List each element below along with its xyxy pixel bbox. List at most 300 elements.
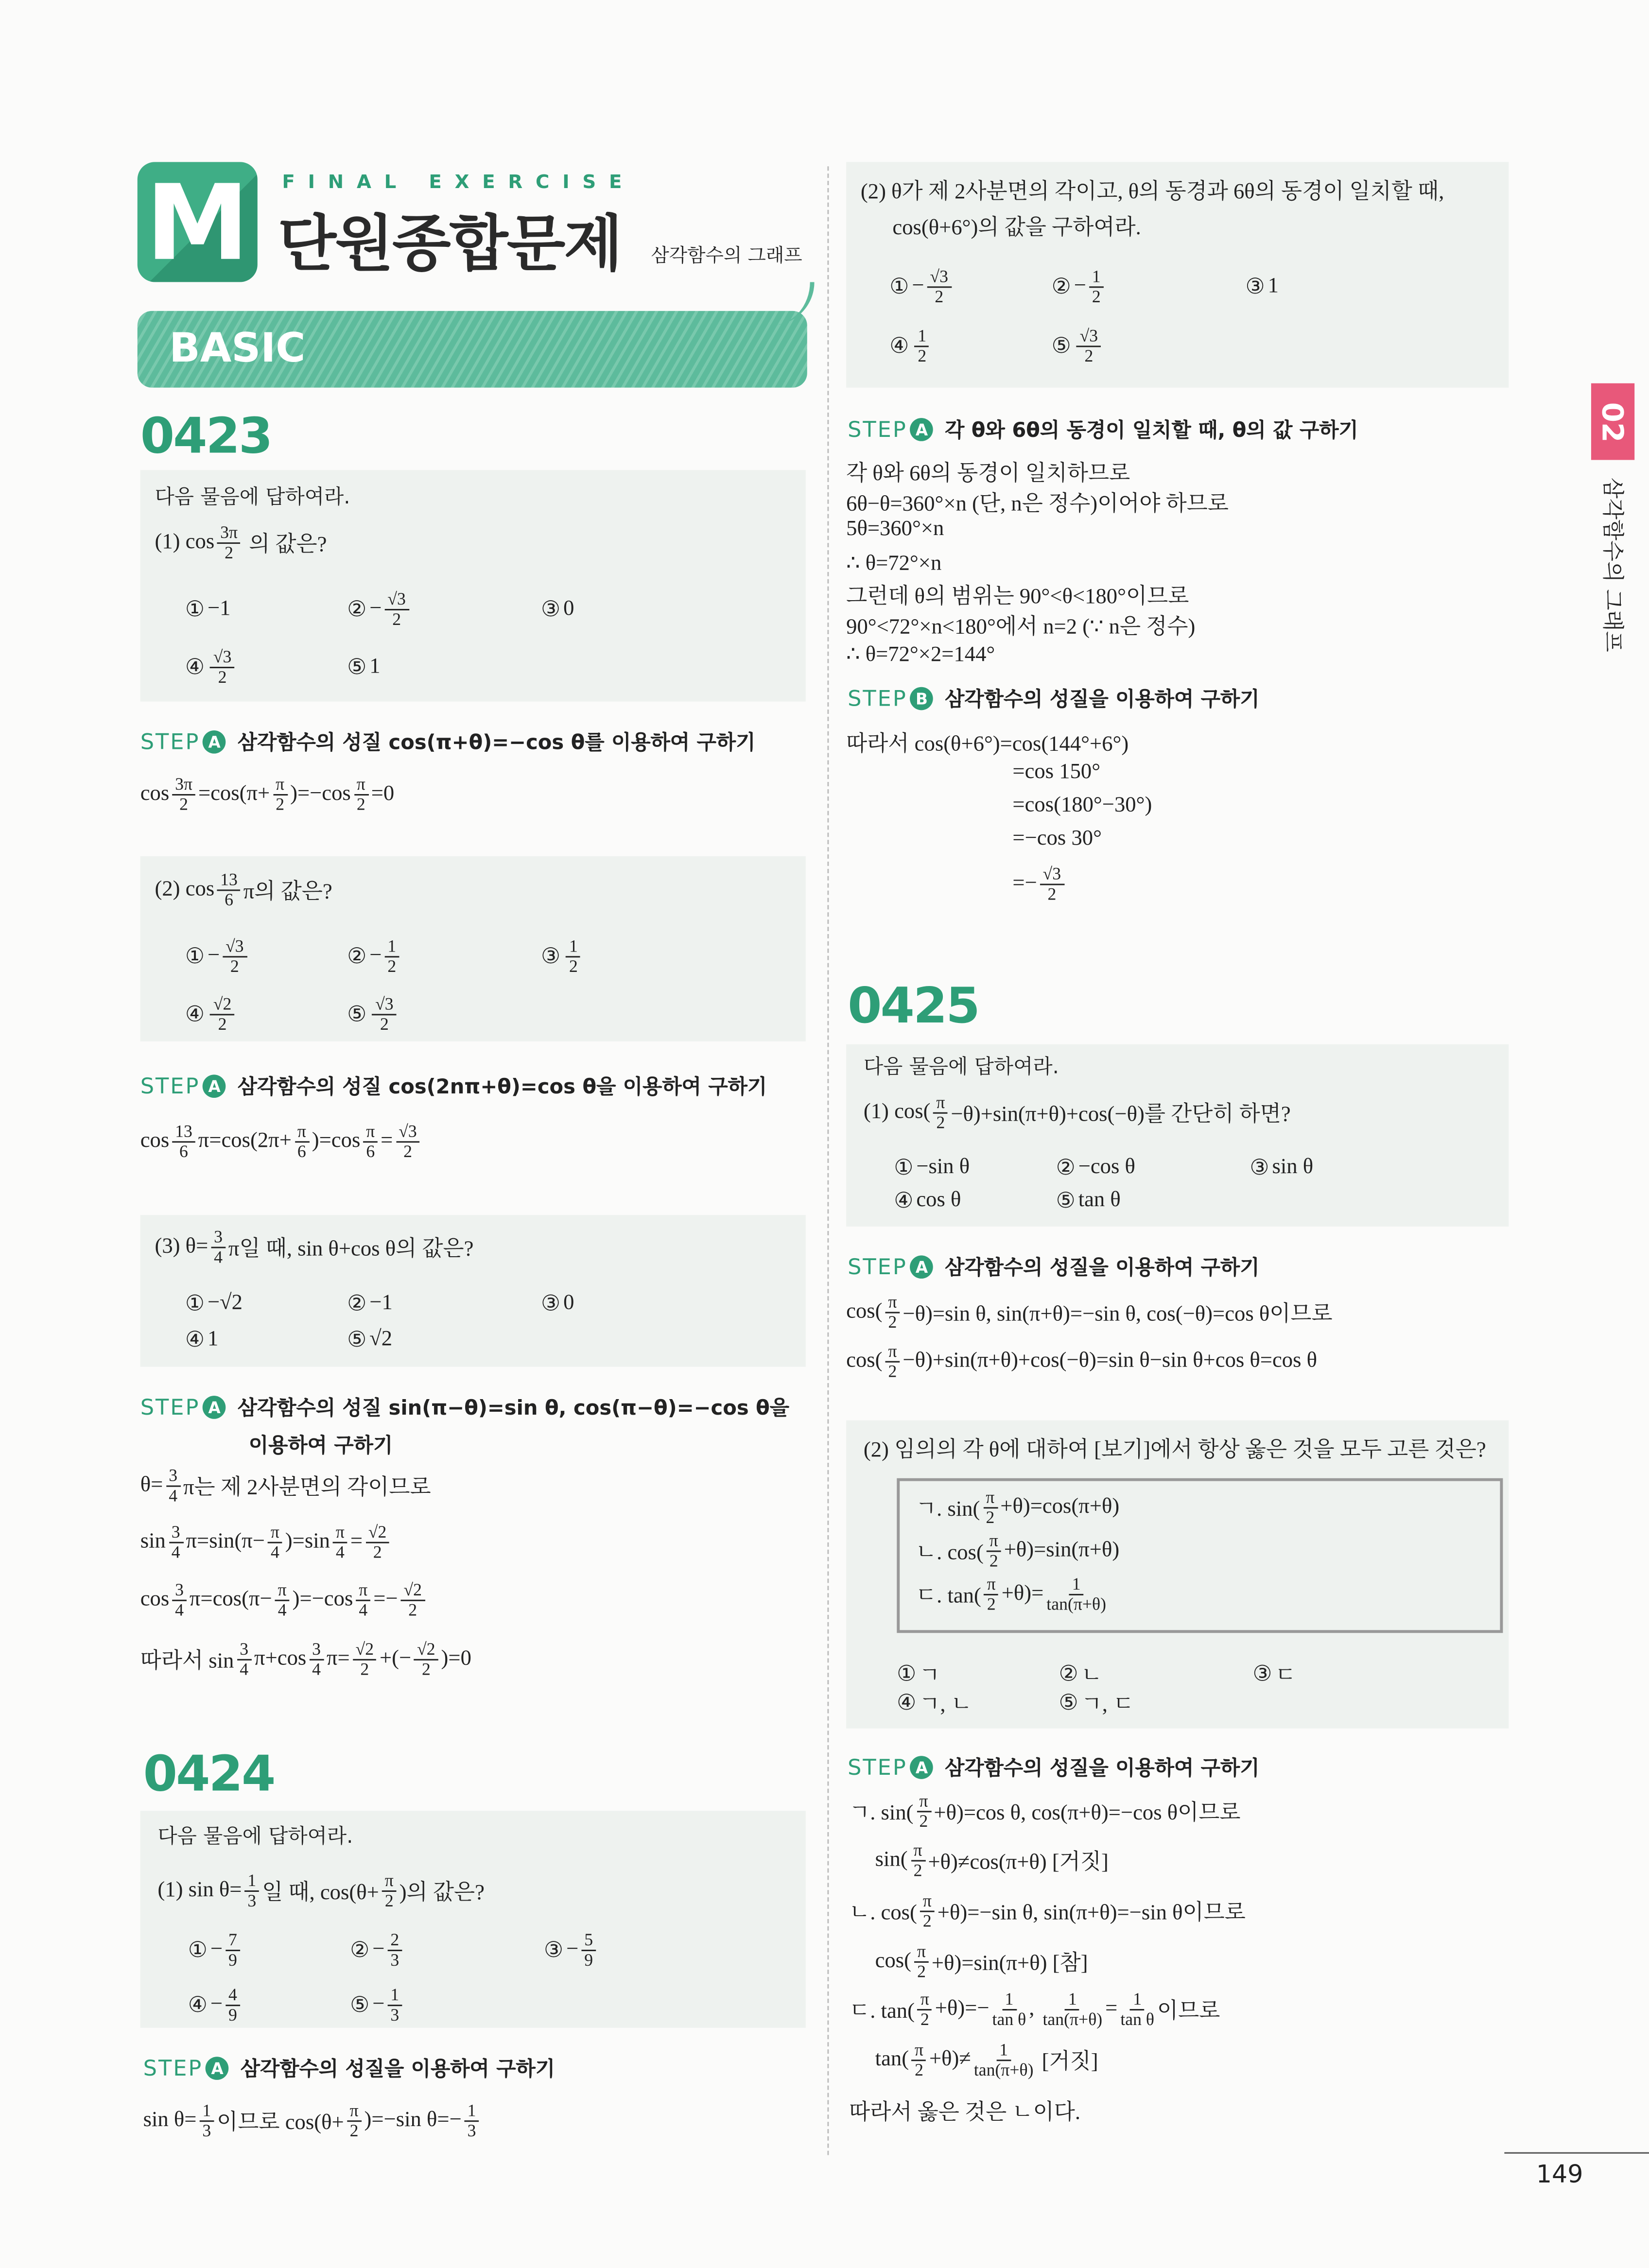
choice-value [563, 598, 574, 623]
math-text: 일 때, cos(θ+ [262, 1882, 379, 1905]
denominator: 2 [917, 1961, 926, 1982]
choice-number: ② [347, 946, 367, 970]
denominator: 6 [225, 889, 233, 910]
choice-number: ③ [1250, 1157, 1269, 1180]
math-text: 삼각함수의 성질을 이용하여 구하기 [945, 1757, 1260, 1781]
question [861, 175, 1444, 206]
fraction [363, 1123, 378, 1162]
step-header [848, 1252, 1259, 1281]
choice-number: ③ [541, 946, 561, 970]
fraction [382, 1871, 397, 1911]
math-text: cos [140, 782, 170, 806]
numerator: π [354, 775, 368, 796]
math-text: 1 [1267, 275, 1279, 298]
choice-option [541, 590, 574, 629]
step-header [848, 684, 1259, 713]
numerator: 3 [169, 1523, 183, 1543]
math-text: √2 [369, 1328, 393, 1351]
math-text: ∴ θ=72°×2=144° [846, 644, 995, 667]
math-text: −cos θ [1078, 1156, 1135, 1179]
page-number-rule [1504, 2152, 1649, 2154]
chapter-tab [1591, 383, 1634, 460]
step-badge: A [206, 2057, 229, 2080]
choice-option [350, 1986, 544, 2025]
step-badge: A [910, 418, 934, 441]
numerator: √3 [1040, 865, 1064, 885]
solution-line [875, 1942, 1088, 1982]
math-text: 삼각함수의 성질 sin(π−θ)=sin θ, cos(π−θ)=−cos θ을 [237, 1397, 790, 1420]
math-text: −θ)+sin(π+θ)+cos(−θ)를 간단히 하면? [951, 1104, 1291, 1127]
math-text: )=−sin θ=− [364, 2109, 462, 2132]
denominator: 6 [179, 1141, 188, 1162]
choice-number: ③ [1245, 277, 1265, 300]
math-text: 삼각함수의 성질을 이용하여 구하기 [945, 1257, 1260, 1281]
numerator: 1 [996, 2041, 1011, 2061]
fraction [983, 1489, 997, 1528]
choice-option [188, 1986, 350, 2025]
solution-line [849, 1990, 1220, 2029]
solution-line [875, 1841, 1109, 1881]
numerator: √3 [210, 648, 234, 668]
math-text: π= [326, 1647, 350, 1671]
math-text: −1 [369, 1291, 393, 1315]
bogi-item [916, 1489, 1119, 1528]
math-text: 이므로 [1157, 2000, 1220, 2024]
denominator: 2 [349, 2120, 359, 2141]
math-text: ㄱ. sin( [849, 1802, 914, 1826]
math-text: +θ)≠ [929, 2048, 971, 2072]
numerator: √2 [414, 1640, 438, 1661]
fraction [372, 995, 396, 1035]
math-text: 5θ=360°×n [846, 518, 944, 542]
numerator: √3 [927, 268, 951, 288]
problem-intro: 다음 물음에 답하여라. [155, 486, 350, 509]
math-text: −sin θ [916, 1156, 970, 1179]
math-text: 따라서 cos(θ+6°)=cos(144°+6°) [846, 733, 1129, 757]
choice-number: ④ [894, 1190, 914, 1214]
choice-option [541, 1290, 574, 1318]
choice-number: ① [185, 599, 205, 623]
logo-m [138, 162, 258, 282]
fraction [333, 1523, 347, 1562]
choice-value [208, 1292, 243, 1316]
choice-option [544, 1931, 599, 1970]
math-text: ㄱ. sin( [915, 1499, 980, 1522]
numerator: 1 [384, 937, 399, 958]
choice-value [1078, 1156, 1135, 1180]
math-text: tan( [875, 2048, 909, 2072]
numerator: π [920, 1892, 935, 1912]
choice-number: ④ [185, 1004, 205, 1027]
math-text: +θ)=cos(π+θ) [1000, 1496, 1120, 1519]
solution-line [140, 1123, 423, 1162]
solution-line [846, 580, 1189, 610]
solution-line [846, 641, 995, 669]
choice-value [208, 648, 237, 687]
numerator: 3 [166, 1467, 180, 1487]
numerator: π [912, 2041, 926, 2061]
choice-option [1056, 1154, 1250, 1182]
math-text: 삼각함수의 성질 cos(π+θ)=−cos θ를 이용하여 구하기 [237, 732, 756, 755]
math-text: )=0 [441, 1647, 471, 1671]
denominator: 2 [384, 1890, 394, 1911]
choices-row [889, 327, 1245, 366]
step-label: STEP [143, 2055, 203, 2081]
step-badge: B [910, 687, 934, 710]
choice-value [1275, 1659, 1296, 1690]
choices-row [185, 995, 541, 1035]
choice-option [889, 268, 1051, 307]
choice-value [369, 1328, 392, 1352]
math-text: ㄷ. tan( [849, 2000, 915, 2024]
denominator: 2 [421, 1659, 431, 1680]
choice-number: ④ [185, 1329, 205, 1352]
math-text: − [207, 945, 220, 968]
fraction [295, 1123, 309, 1162]
denominator: 6 [366, 1141, 375, 1162]
problem-number: 0424 [143, 1746, 275, 1804]
choice-value [369, 590, 411, 629]
solution-line [1012, 794, 1152, 819]
choice-value [563, 937, 584, 977]
math-text: (2) 임의의 각 θ에 대하여 [보기]에서 항상 옳은 것을 모두 고른 것은? [863, 1439, 1486, 1463]
numerator: π [984, 1575, 999, 1595]
numerator: √2 [353, 1640, 377, 1661]
column-divider [827, 166, 829, 2155]
denominator: 2 [918, 346, 927, 366]
denominator: 2 [392, 609, 401, 630]
choice-option [1059, 1659, 1253, 1690]
denominator: 6 [297, 1141, 306, 1162]
step-label: STEP [848, 1754, 907, 1781]
math-text: ∴ θ=72°×n [846, 552, 942, 575]
choice-option [347, 995, 541, 1035]
step-label: STEP [848, 1254, 907, 1281]
fraction [244, 1871, 259, 1911]
fraction [172, 1581, 187, 1620]
math-text: θ= [140, 1474, 163, 1498]
choice-option [1250, 1154, 1314, 1182]
choice-value [208, 598, 231, 623]
math-text: 삼각함수의 성질을 이용하여 구하기 [945, 688, 1260, 712]
math-text: +θ)=sin(π+θ) [참] [931, 1953, 1088, 1976]
choice-number: ② [347, 1293, 367, 1316]
choice-option [185, 590, 347, 629]
fraction [275, 1581, 290, 1620]
fraction [914, 1942, 929, 1982]
solution-line [140, 1640, 471, 1679]
choice-value [369, 995, 399, 1035]
choice-option [347, 648, 541, 687]
math-text: =cos(π+ [198, 782, 270, 806]
step-badge: A [203, 1074, 226, 1098]
math-text: )=−cos [292, 1588, 353, 1612]
step-header [140, 1393, 789, 1422]
numerator: π [933, 1093, 948, 1114]
numerator: 1 [199, 2102, 214, 2122]
math-text: cos θ [916, 1189, 961, 1212]
math-text: π=cos(2π+ [198, 1130, 292, 1153]
math-text: = [350, 1530, 363, 1554]
choice-number: ① [897, 1663, 917, 1687]
denominator: tan(π+θ) [1042, 2009, 1103, 2030]
choice-number: ③ [541, 599, 561, 623]
numerator: π [356, 1581, 370, 1601]
choice-value [1074, 268, 1107, 307]
fraction [916, 1792, 931, 1832]
math-text: π일 때, sin θ+cos θ의 값은? [228, 1238, 474, 1262]
choice-number: ① [188, 1939, 208, 1963]
numerator: 5 [581, 1931, 596, 1951]
numerator: √2 [210, 995, 234, 1016]
choice-option [185, 1290, 347, 1318]
fraction [210, 995, 234, 1035]
solution-line [846, 1293, 1333, 1333]
math-text: − [912, 275, 924, 298]
math-text: (3) θ= [155, 1235, 208, 1259]
solution-line [140, 1467, 431, 1506]
fraction [465, 2102, 479, 2141]
fraction [1042, 1990, 1102, 2029]
step-title-cont [249, 1431, 393, 1460]
denominator: 4 [171, 1542, 180, 1562]
math-text: (2) θ가 제 2사분면의 각이고, θ의 동경과 6θ의 동경이 일치할 때, [860, 181, 1444, 204]
math-text: −1 [207, 597, 231, 621]
step-header [143, 2054, 555, 2083]
numerator: 3 [172, 1581, 187, 1601]
math-text: )=−cos [290, 782, 351, 806]
solution-line [143, 2102, 482, 2141]
choices-row [185, 648, 541, 687]
choices-row [185, 1326, 541, 1354]
math-text: =−cos 30° [1012, 827, 1102, 851]
math-text: 각 θ와 6θ의 동경이 일치할 때, θ의 값 구하기 [945, 419, 1358, 443]
choice-number: ⑤ [1056, 1190, 1076, 1214]
choice-number: ③ [1252, 1663, 1272, 1687]
choice-value [1074, 327, 1104, 366]
math-text: 의 값은? [243, 534, 327, 557]
step-label: STEP [140, 1073, 200, 1099]
fraction [387, 1931, 402, 1970]
fraction [365, 1523, 389, 1562]
denominator: 2 [986, 1507, 995, 1528]
choice-option [347, 937, 541, 977]
math-text: (1) cos [155, 531, 215, 554]
math-text: 각 θ와 6θ의 동경이 일치하므로 [846, 463, 1130, 486]
math-text: sin [140, 1530, 166, 1554]
denominator: 2 [919, 1811, 928, 1832]
numerator: 2 [387, 1931, 402, 1951]
math-text: ㄷ [1275, 1664, 1296, 1688]
math-text: ㄴ [1081, 1664, 1102, 1688]
fraction [1077, 327, 1101, 366]
fraction [217, 523, 241, 563]
choice-option [1052, 268, 1246, 307]
denominator: 4 [359, 1600, 368, 1621]
math-text: +θ)=sin(π+θ) [1004, 1539, 1120, 1562]
denominator: 4 [312, 1659, 321, 1680]
choices-row [185, 590, 574, 629]
math-text: 6θ−θ=360°×n (단, n은 정수)이어야 하므로 [846, 493, 1229, 517]
denominator: 2 [935, 286, 944, 307]
choice-number: ⑤ [1051, 336, 1071, 359]
numerator: 1 [566, 937, 581, 958]
math-text: −θ)=sin θ, sin(π+θ)=−sin θ, cos(−θ)=cos θ이므로 [903, 1303, 1333, 1327]
choice-value [563, 1292, 574, 1316]
math-text: (2) cos [155, 878, 215, 901]
choice-value [1081, 1688, 1134, 1718]
choice-number: ④ [188, 1994, 208, 2018]
numerator: 1 [1089, 268, 1104, 288]
denominator: tan(π+θ) [973, 2060, 1034, 2080]
math-text: (1) cos( [863, 1101, 931, 1125]
fraction [172, 775, 195, 814]
math-text: +θ)≠cos(π+θ) [거짓] [928, 1852, 1109, 1875]
math-text: [거짓] [1036, 2051, 1098, 2075]
math-text: cos(θ+6°)의 값을 구하여라. [892, 217, 1141, 241]
choices-row [185, 1290, 574, 1318]
fraction [581, 1931, 596, 1970]
fraction [1120, 1990, 1154, 2029]
question [864, 1434, 1486, 1464]
denominator: 3 [390, 1950, 399, 1971]
numerator: 3 [237, 1640, 251, 1661]
numerator: 1 [1065, 1990, 1080, 2010]
math-text: − [372, 1938, 385, 1962]
denominator: 4 [214, 1247, 223, 1267]
question [155, 523, 327, 563]
fraction [210, 648, 234, 687]
math-text: − [566, 1938, 579, 1962]
denominator: 2 [1092, 286, 1101, 307]
math-text: cos( [846, 1300, 883, 1324]
choice-number: ① [889, 277, 909, 300]
math-text: − [1074, 275, 1086, 298]
numerator: √2 [365, 1523, 389, 1543]
solution-line [846, 1342, 1317, 1382]
choice-number: ② [1051, 277, 1071, 300]
denominator: 2 [913, 1860, 922, 1881]
page-title: 단원종합문제 [278, 208, 622, 279]
numerator: 7 [226, 1931, 240, 1951]
solution-line [849, 1892, 1246, 1931]
denominator: 2 [360, 1659, 369, 1680]
math-text: 1 [369, 655, 381, 679]
denominator: 2 [1084, 346, 1094, 366]
math-text: +θ)=−sin θ, sin(π+θ)=−sin θ이므로 [937, 1902, 1246, 1926]
choice-option [185, 995, 347, 1035]
choice-number: ② [347, 599, 367, 623]
step-header [140, 1072, 767, 1101]
fraction [920, 1892, 935, 1931]
solution-line [1012, 827, 1102, 852]
choices-row [188, 1986, 544, 2025]
numerator: 1 [244, 1871, 259, 1892]
fraction [384, 590, 408, 629]
choice-value [210, 1931, 243, 1970]
question [864, 1093, 1291, 1133]
denominator: 2 [920, 2009, 929, 2030]
numerator: π [911, 1841, 925, 1862]
problem-intro: 다음 물음에 답하여라. [863, 1056, 1059, 1079]
question-cont [892, 211, 1141, 242]
denominator: 2 [403, 1141, 412, 1162]
choice-value [369, 1292, 393, 1316]
fraction [992, 1990, 1026, 2029]
choice-number: ① [894, 1157, 914, 1180]
math-text: =− [1012, 872, 1037, 896]
choices-row [897, 1659, 1296, 1690]
fraction [384, 937, 399, 977]
choice-value [912, 268, 954, 307]
fraction [354, 775, 368, 814]
math-text: cos( [875, 1950, 912, 1974]
math-text: − [210, 1938, 223, 1962]
math-text: +(− [379, 1647, 412, 1671]
math-text: , [1029, 1997, 1040, 2021]
choice-value [208, 1328, 218, 1352]
math-text: π=cos(π− [189, 1588, 272, 1612]
math-text: =cos 150° [1012, 761, 1101, 784]
choice-option [541, 937, 584, 977]
fraction [309, 1640, 324, 1679]
choice-option [889, 327, 1051, 366]
choice-option [185, 648, 347, 687]
choice-value [919, 1688, 972, 1718]
math-text: − [372, 1993, 385, 2017]
denominator: 2 [387, 956, 397, 977]
math-text: =cos(180°−30°) [1012, 794, 1152, 817]
choice-number: ⑤ [1059, 1692, 1078, 1715]
denominator: 4 [270, 1542, 279, 1562]
fraction [237, 1640, 251, 1679]
math-text: sin θ= [143, 2109, 197, 2132]
fraction [911, 1841, 925, 1881]
choice-number: ① [185, 946, 205, 970]
choice-value [369, 656, 380, 680]
math-text: = [381, 1130, 393, 1153]
solution-line [140, 775, 395, 814]
numerator: 3π [217, 523, 241, 544]
step-title [945, 1753, 1259, 1782]
math-text: π의 값은? [243, 881, 332, 904]
choice-value [1268, 275, 1279, 300]
choice-option [1252, 1659, 1296, 1690]
numerator: π [885, 1342, 900, 1363]
choice-number: ① [185, 1293, 205, 1316]
fraction [353, 1640, 377, 1679]
numerator: π [333, 1523, 347, 1543]
choice-value [566, 1931, 599, 1970]
choice-value [1081, 1659, 1102, 1690]
numerator: 3 [211, 1228, 226, 1248]
denominator: 3 [467, 2120, 476, 2141]
choice-value [208, 995, 237, 1035]
fraction [912, 2041, 926, 2080]
numerator: √3 [1077, 327, 1101, 347]
denominator: 2 [569, 956, 578, 977]
math-text: =− [373, 1588, 398, 1612]
choices-row [188, 1931, 599, 1970]
denominator: 2 [408, 1600, 417, 1621]
math-text: −θ)+sin(π+θ)+cos(−θ)=sin θ−sin θ+cos θ=cos θ [903, 1350, 1318, 1373]
fraction [918, 1990, 932, 2029]
denominator: 2 [218, 667, 227, 688]
fraction [166, 1467, 180, 1506]
chapter-label: 삼각함수의 그래프 [1599, 477, 1626, 652]
choice-value [210, 1986, 243, 2025]
denominator: 9 [584, 1950, 593, 1971]
